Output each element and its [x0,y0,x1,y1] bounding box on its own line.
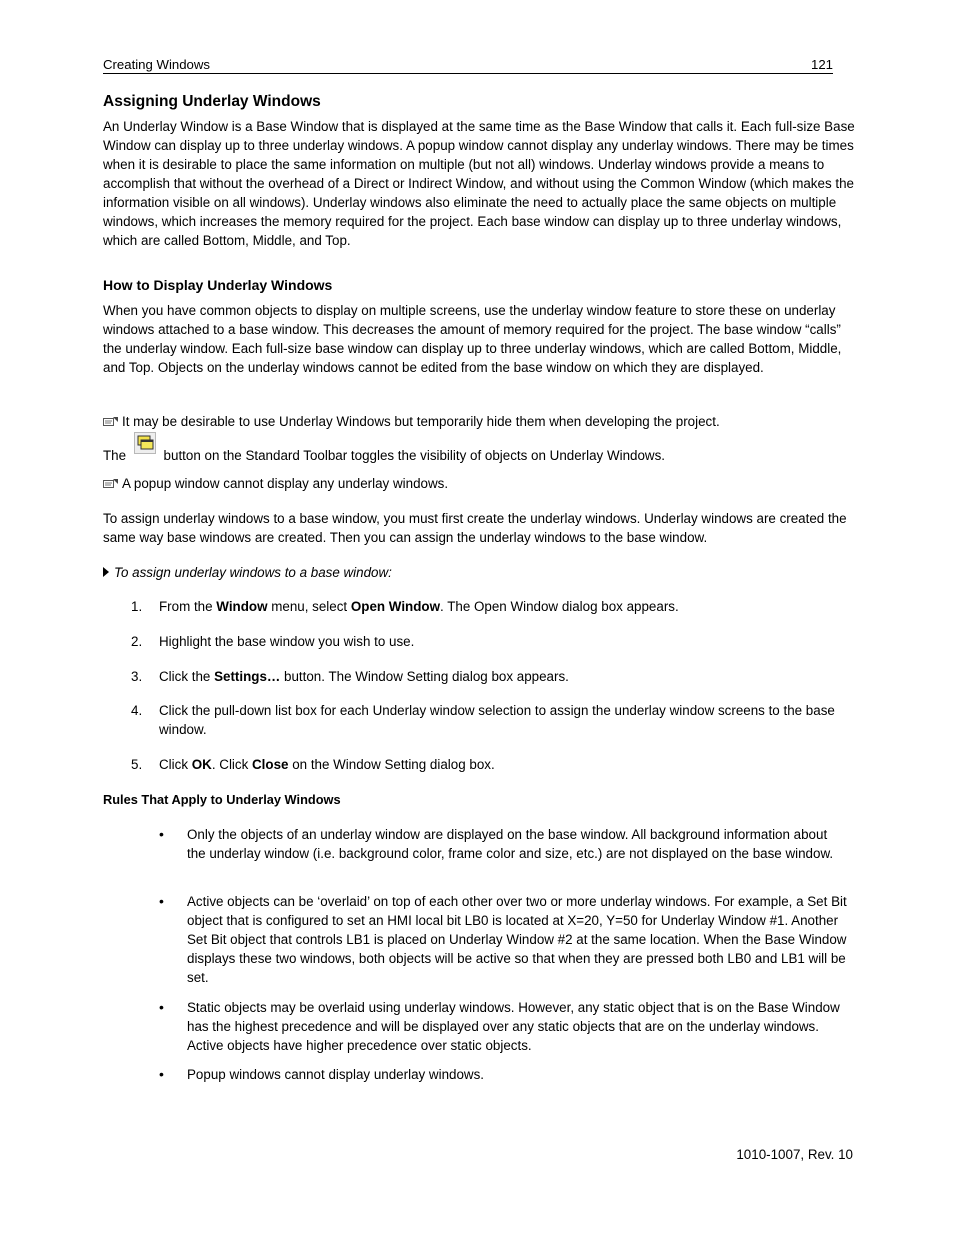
step-text: Click [159,757,192,772]
step-text: Click the pull-down list box for each Underlay window selection to assign the underlay window screens to the base window. [159,703,835,737]
rule-item [159,825,847,863]
button-name: Close [252,757,289,772]
toolbar-sentence [103,440,855,465]
step-number: 5. [131,757,143,772]
subsection-heading: How to Display Underlay Windows [103,277,333,293]
rule-item [159,1065,847,1084]
step-item [131,701,855,739]
step-item [131,667,855,686]
header-section-title: Creating Windows [103,57,211,72]
note-2-text: A popup window cannot display any underlay windows. [122,476,449,491]
bullet-icon: • [159,893,164,909]
rule-item [159,998,847,1055]
rule-text: Static objects may be overlaid using underlay windows. However, any static object that is on the Base Window has the highest precedence and will be displayed over any static objects that are on the underlay windows. Active objects have higher precedence over static objects. [187,1000,840,1053]
toolbar-sentence-after: button on the Standard Toolbar toggles the visibility of objects on Underlay Windows. [163,448,665,463]
note-1-text: It may be desirable to use Underlay Windows but temporarily hide them when developing the project. [122,414,720,429]
bullet-icon: • [159,1066,164,1082]
step-number: 4. [131,703,143,718]
step-text: on the Window Setting dialog box. [288,757,495,772]
note-1 [103,412,855,431]
page-footer: 1010-1007, Rev. 10 [736,1147,853,1162]
menu-item-name: Open Window [350,599,440,614]
step-text: From the [159,599,217,614]
step-item [131,755,855,774]
step-text: . The Open Window dialog box appears. [440,599,679,614]
step-text: menu, select [267,599,351,614]
intro-paragraph: An Underlay Window is a Base Window that is displayed at the same time as the Base Window that calls it. Each full-size Base Window can display up to three underlay windows. A popup window cannot display any underlay windows. There may be times when it is desirable to place the same information on multiple (but not all) windows. Underlay windows provide a means to accomplish that without the overhead of a Direct or Indirect Window, and without using the Common Window (which makes the information visible on all windows). Underlay windows also eliminate the need to actually place the same objects on multiple windows, which increases the memory required for the project. Each base window can display up to three underlay windows, which are called Bottom, Middle, and Top. [103,119,855,248]
note-2 [103,474,855,493]
page-header [103,57,833,74]
step-text: . Click [211,757,253,772]
underlay-toggle-icon [134,432,156,454]
step-item [131,597,855,616]
menu-name: Window [216,599,268,614]
step-text: Highlight the base window you wish to use. [159,634,415,649]
subsection-body: When you have common objects to display on multiple screens, use the underlay window feature to store these on underlay windows attached to a base window. This decreases the amount of memory required for the project. The base window “calls” the underlay window. Each full-size base window can display up to three underlay windows, which are called Bottom, Middle, and Top. Objects on the underlay windows cannot be edited from the base window on which they are displayed. [103,303,842,375]
rule-text: Popup windows cannot display underlay windows. [187,1067,485,1082]
procedure-arrow-icon [103,567,109,577]
rule-text: Active objects can be ‘overlaid’ on top of each other over two or more underlay windows. For example, a Set Bit object that is configured to set an HMI local bit LB0 is located at X=20, Y=50 for Underlay Window #1. Another Set Bit object that controls LB1 is placed on Underlay Window #2 at the same location. When the Base Window displays these two windows, both objects will be active so that when they are pressed both LB0 and LB1 will be set. [187,894,847,985]
step-number: 3. [131,669,143,684]
procedure-title [103,563,392,582]
note-pointer-icon [103,416,119,427]
step-text: Click the [159,669,215,684]
step-number: 2. [131,634,143,649]
assign-paragraph: To assign underlay windows to a base window, you must first create the underlay windows. Underlay windows are created the same way base windows are created. Then you can assign the underlay windows to the base window. [103,511,847,545]
note-pointer-icon [103,478,119,489]
rules-heading: Rules That Apply to Underlay Windows [103,792,341,807]
bullet-icon: • [159,826,164,842]
button-name: Settings… [214,669,281,684]
section-title: Assigning Underlay Windows [103,93,321,110]
rule-text: Only the objects of an underlay window are displayed on the base window. All background information about the underlay window (i.e. background color, frame color and size, etc.) are not displayed on the base window. [187,827,834,861]
step-item [131,632,855,651]
rule-item [159,892,847,987]
button-name: OK [191,757,212,772]
procedure-title-text: To assign underlay windows to a base window: [114,565,392,580]
bullet-icon: • [159,999,164,1015]
toolbar-sentence-before: The [103,448,127,463]
header-page-number: 121 [810,57,833,72]
step-number: 1. [131,599,143,614]
step-text: button. The Window Setting dialog box appears. [280,669,569,684]
